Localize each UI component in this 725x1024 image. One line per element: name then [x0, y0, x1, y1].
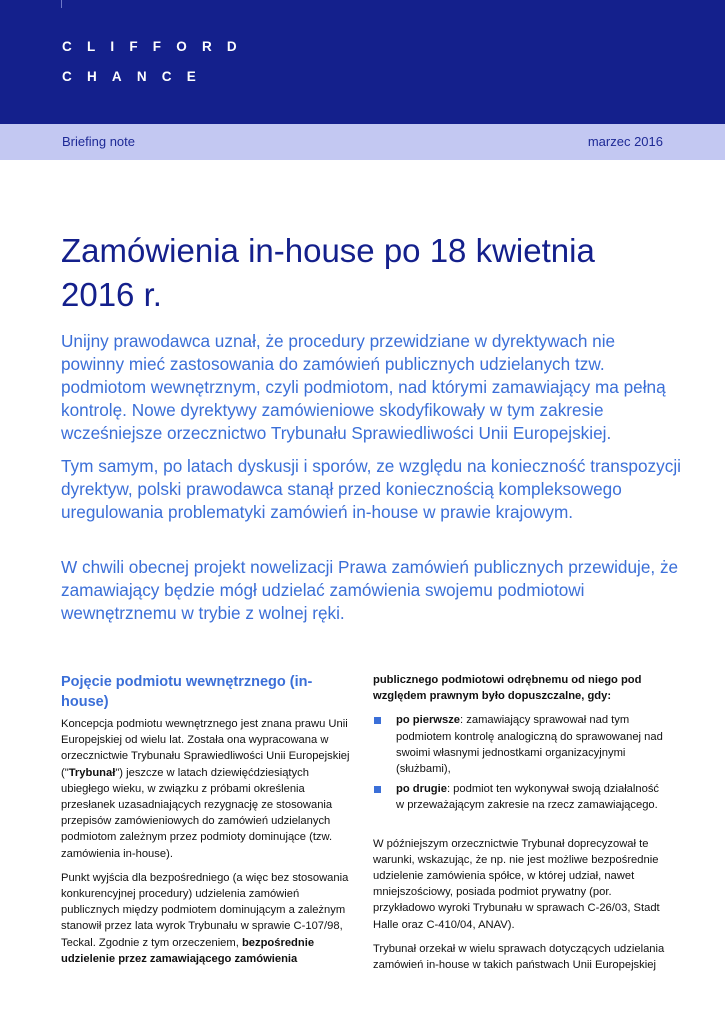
header-rule	[61, 0, 62, 8]
doc-type: Briefing note	[62, 134, 135, 149]
section-heading: Pojęcie podmiotu wewnętrznego (in-house)	[61, 674, 313, 710]
p2-bold: bezpośrednie udzielenie przez zamawiającego zamówienia	[61, 936, 315, 965]
p1-text-a: Koncepcja podmiotu wewnętrznego jest znana prawu Unii Europejskiej od wielu lat. Została ona wypracowana w orzecznictwie Trybunału Sprawiedliwości Unii Europejskiej ("	[61, 718, 350, 779]
p1-text-b: ") jeszcze w latach dziewięćdziesiątych ubiegłego wieku, w związku z próbami określenia przesłanek uzasadniających rezygnację ze stosowania przepisów zamówieniowych do zamówień udzielanych podmiotom zależnym przez podmioty dominujące (tzw. zamówienia in-house).	[61, 766, 333, 860]
body-paragraph-2	[61, 870, 351, 967]
right-column	[373, 672, 668, 981]
body-paragraph-4: Trybunał orzekał w wielu sprawach dotyczących udzielania zamówień in-house w takich państwach Unii Europejskiej	[373, 942, 665, 972]
intro-paragraph-3: W chwili obecnej projekt nowelizacji Prawa zamówień publicznych przewiduje, że zamawiający będzie mógł udzielać zamówienia swojemu podmiotowi wewnętrznemu w trybie z wolnej ręki.	[61, 557, 679, 623]
conditions-list	[373, 712, 668, 813]
bullet-text: : podmiot ten wykonywał swoją działalność w przeważającym zakresie na rzecz zamawiającego.	[396, 783, 660, 812]
right-lead: publicznego podmiotowi odrębnemu od niego pod względem prawnym było dopuszczalne, gdy:	[373, 674, 642, 703]
logo-line-2: CHANCE	[62, 69, 211, 84]
square-bullet-icon	[374, 717, 381, 724]
body-paragraph-1	[61, 716, 351, 862]
bullet-label: po pierwsze	[396, 714, 461, 727]
p2-text-a: Punkt wyjścia dla bezpośredniego (a więc bez stosowania konkurencyjnej procedury) udzielenia zamówień publicznych między podmiotem dominującym a zależnym stanowił przez lata wyrok Trybunału w sprawie C-107/98, Teckal. Zgodnie z tym orzeczeniem,	[61, 871, 349, 949]
list-item	[373, 781, 668, 813]
spacer	[373, 822, 668, 836]
doc-date: marzec 2016	[587, 134, 663, 149]
bullet-text: : zamawiający sprawował nad tym podmiotem kontrolę analogiczną do sprawowanej nad swoimi własnymi jednostkami organizacyjnymi (służbami),	[396, 714, 663, 776]
body-paragraph-3: W późniejszym orzecznictwie Trybunał doprecyzował te warunki, wskazując, że np. nie jest możliwe bezpośrednie udzielenie zamówienia spółce, w której udział, nawet mniejszościowy, posiada podmiot prywatny (por. przykładowo wyroki Trybunału w sprawach C-26/03, Stadt Halle oraz C-410/04, ANAV).	[373, 837, 660, 931]
intro-paragraph-2: Tym samym, po latach dyskusji i sporów, ze względu na konieczność transpozycji dyrektyw, polski prawodawca stanął przed koniecznością kompleksowego uregulowania problematyki zamówień in-house w prawie krajowym.	[61, 456, 681, 522]
logo-line-1: CLIFFORD	[62, 39, 252, 54]
left-column	[61, 672, 351, 975]
square-bullet-icon	[374, 786, 381, 793]
bullet-label: po drugie	[396, 783, 447, 796]
p1-bold: Trybunał	[68, 766, 116, 779]
list-item	[373, 712, 668, 777]
header-band	[0, 0, 725, 124]
info-band	[0, 124, 725, 160]
page-title: Zamówienia in-house po 18 kwietnia 2016 r.	[61, 232, 595, 313]
intro-paragraph-1: Unijny prawodawca uznał, że procedury przewidziane w dyrektywach nie powinny mieć zastosowania do zamówień publicznych udzielanych tzw. podmiotom wewnętrznym, czyli podmiotom, nad którymi zamawiający ma pełną kontrolę. Nowe dyrektywy zamówieniowe skodyfikowały w tym zakresie wcześniejsze orzecznictwo Trybunału Sprawiedliwości Unii Europejskiej.	[61, 331, 666, 443]
